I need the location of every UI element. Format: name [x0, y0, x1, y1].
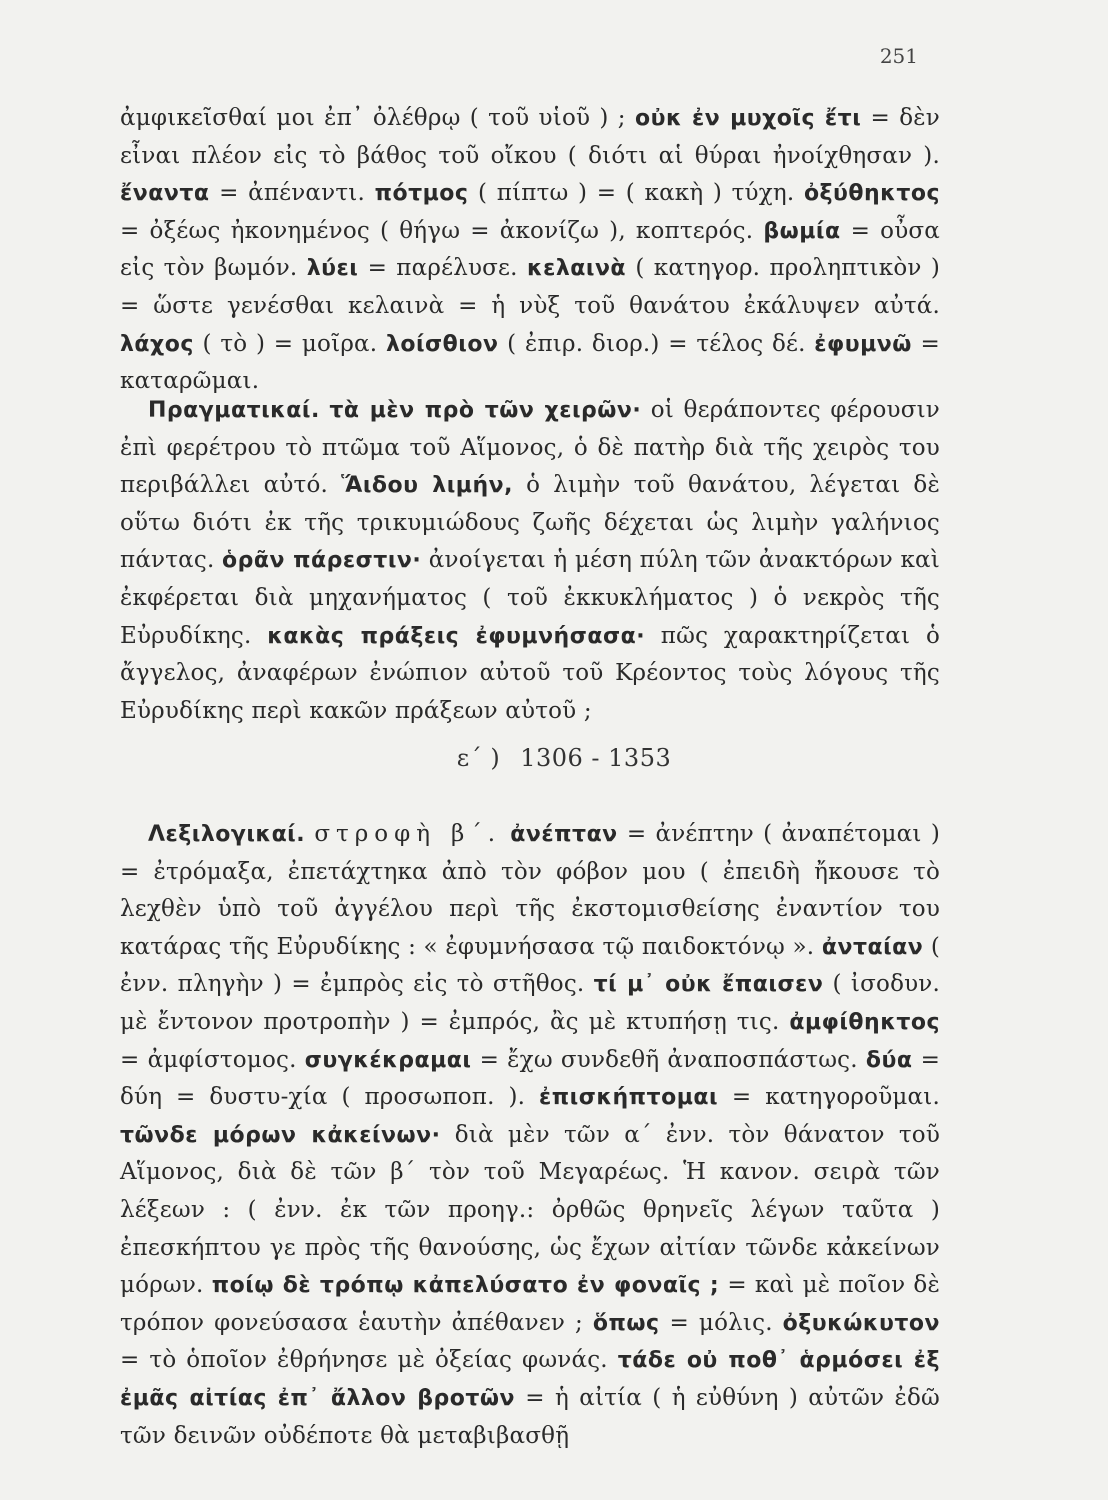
vocabulary-notes-block-2: [120, 816, 940, 1455]
lemma: ἀνταίαν: [821, 934, 924, 960]
text-run: = κατηγοροῦμαι.: [731, 1084, 940, 1111]
lemma: οὐκ ἐν μυχοῖς ἔτι: [634, 106, 862, 131]
text-run: ( ἐπιρ. διορ.) = τέλος δέ.: [507, 330, 806, 357]
lemma: δύα: [865, 1047, 913, 1073]
text-run: = δύη = δυστυ-χία ( προσωποπ. ).: [120, 1046, 941, 1111]
lemma: πότμος: [374, 181, 469, 207]
lemma: συγκέκραμαι: [304, 1047, 472, 1073]
text-run: = παρέλυσε.: [367, 255, 518, 282]
text-run: = ὀξέως ἠκονημένος ( θήγω = ἀκονίζω ), κοπτερός.: [120, 217, 754, 244]
text-run: = ἀνέπτην ( ἀναπέτομαι ) = ἐτρόμαξα, ἐπετάχτηκα ἀπὸ τὸν φόβον μου ( ἐπειδὴ ἤκουσε τὸ λεχθὲν ὑπὸ τοῦ ἀγγέλου περὶ τῆς ἐκστομισθείσης ἐναντίον του κατάρας τῆς Εὐρυδίκης : « ἐφυμνήσασα τῷ παιδοκτόνῳ ».: [120, 821, 940, 960]
section-label: Πραγματικαί.: [148, 398, 320, 423]
text-run: = καταρῶμαι.: [120, 330, 941, 395]
text-run: ( ἰσοδυν. μὲ ἔντονον προτροπὴν ) = ἐμπρός, ἂς μὲ κτυπήσῃ τις.: [120, 971, 940, 1035]
text-run: ἀμφικεῖσθαί μοι ἐπ᾽ ὀλέθρῳ ( τοῦ υἱοῦ ) ;: [120, 105, 626, 131]
text-run: = καὶ μὲ ποῖον δὲ τρόπον φονεύσασα ἑαυτὴν ἀπέθανεν ;: [120, 1272, 940, 1336]
page-number: 251: [879, 44, 918, 68]
lemma: ἐφυμνῶ: [814, 331, 912, 357]
lemma: βωμία: [763, 218, 841, 244]
strophe-label: στροφὴ β´.: [314, 821, 502, 847]
lemma: ὅπως: [592, 1310, 660, 1336]
text-run: ( κατηγορ. προληπτικὸν ) = ὥστε γενέσθαι κελαινὰ = ἡ νὺξ τοῦ θανάτου ἐκάλυψεν αὐτά.: [120, 255, 940, 319]
lemma: κελαινὰ: [526, 256, 627, 282]
lemma: τὰ μὲν πρὸ τῶν χειρῶν·: [329, 398, 642, 423]
text-run: = ἡ αἰτία ( ἡ εὐθύνη ) αὐτῶν ἐδῶ τῶν δεινῶν οὐδέποτε θὰ μεταβιβασθῇ: [120, 1384, 940, 1449]
vocabulary-notes-block: [120, 100, 940, 401]
text-run: πῶς χαρακτηρίζεται ὁ ἄγγελος, ἀναφέρων ἐνώπιον αὐτοῦ τοῦ Κρέοντος τοὺς λόγους τῆς Εὐρυδίκης περὶ κακῶν πράξεων αὐτοῦ ;: [120, 622, 940, 724]
lemma: τί μ᾽ οὐκ ἔπαισεν: [593, 972, 824, 998]
text-run: ( τὸ ) = μοῖρα.: [202, 330, 378, 357]
text-run: ἀνοίγεται ἡ μέση πύλη τῶν ἀνακτόρων καὶ ἐκφέρεται διὰ μηχανήματος ( τοῦ ἐκκυκλήματος ) ὁ νεκρὸς τῆς Εὐρυδίκης.: [120, 547, 941, 649]
text-run: = ἀμφίστομος.: [120, 1046, 297, 1073]
text-run: = μόλις.: [669, 1309, 773, 1336]
lemma: τῶνδε μόρων κἀκείνων·: [120, 1122, 441, 1148]
lemma: λοίσθιον: [385, 331, 499, 357]
lemma: ὀξυκώκυτον: [782, 1310, 941, 1336]
text-run: οἱ θεράποντες φέρουσιν ἐπὶ φερέτρου τὸ πτῶμα τοῦ Αἵμονος, ὁ δὲ πατὴρ διὰ τῆς χειρὸς του περιβάλλει αὐτό.: [120, 397, 940, 499]
lemma: ὀξύθηκτος: [803, 181, 941, 207]
lemma: λύει: [306, 256, 359, 282]
lemma: ἀμφίθηκτος: [789, 1009, 941, 1035]
lemma: κακὰς πράξεις ἐφυμνήσασα·: [267, 623, 646, 649]
text-run: διὰ μὲν τῶν α´ ἐνν. τὸν θάνατον τοῦ Αἵμονος, διὰ δὲ τῶν β´ τὸν τοῦ Μεγαρέως. Ἡ κανον. σειρὰ τῶν λέξεων : ( ἐνν. ἐκ τῶν προηγ.: ὀρθῶς θρηνεῖς λέγων ταῦτα ) ἐπεσκήπτου γε πρὸς τῆς θανούσης, ὡς ἔχων αἰτίαν τῶνδε κἀκείνων μόρων.: [120, 1121, 941, 1299]
lemma: λάχος: [120, 331, 194, 357]
text-run: = τὸ ὁποῖον ἐθρήνησε μὲ ὀξείας φωνάς.: [120, 1347, 608, 1374]
lemma: ἀνέπταν: [510, 822, 618, 847]
section-label: Λεξιλογικαί.: [148, 822, 306, 847]
text-run: ( πίπτω ) = ( κακὴ ) τύχη.: [478, 180, 795, 207]
section-label: ε´ ): [456, 744, 501, 772]
text-run: = ἀπέναντι.: [219, 180, 365, 207]
lemma: τάδε οὐ ποθ᾽ ἁρμόσει ἐξ ἐμᾶς αἰτίας ἐπ᾽ ἄλλον βροτῶν: [120, 1348, 940, 1411]
lemma: ἔναντα: [120, 181, 210, 207]
lemma: ποίῳ δὲ τρόπῳ κἀπελύσατο ἐν φοναῖς ;: [211, 1273, 720, 1299]
line-range: 1306 - 1353: [520, 744, 672, 772]
lemma: ὁρᾶν πάρεστιν·: [222, 548, 422, 574]
text-run: = οὖσα εἰς τὸν βωμόν.: [120, 217, 941, 282]
factual-notes-block: [120, 392, 940, 730]
lemma: ἐπισκήπτομαι: [539, 1085, 719, 1111]
text-run: ( ἐνν. πληγὴν ) = ἐμπρὸς εἰς τὸ στῆθος.: [120, 933, 941, 998]
section-heading: [0, 744, 1108, 772]
lemma: Ἅιδου λιμήν,: [341, 473, 513, 499]
text-run: = δὲν εἶναι πλέον εἰς τὸ βάθος τοῦ οἴκου ( διότι αἱ θύραι ἠνοίχθησαν ).: [120, 105, 940, 169]
text-run: = ἔχω συνδεθῆ ἀναποσπάστως.: [479, 1046, 858, 1073]
text-run: ὁ λιμὴν τοῦ θανάτου, λέγεται δὲ οὕτω διότι ἐκ τῆς τρικυμιώδους ζωῆς δέχεται ὡς λιμὴν γαλήνιος πάντας.: [120, 472, 941, 574]
